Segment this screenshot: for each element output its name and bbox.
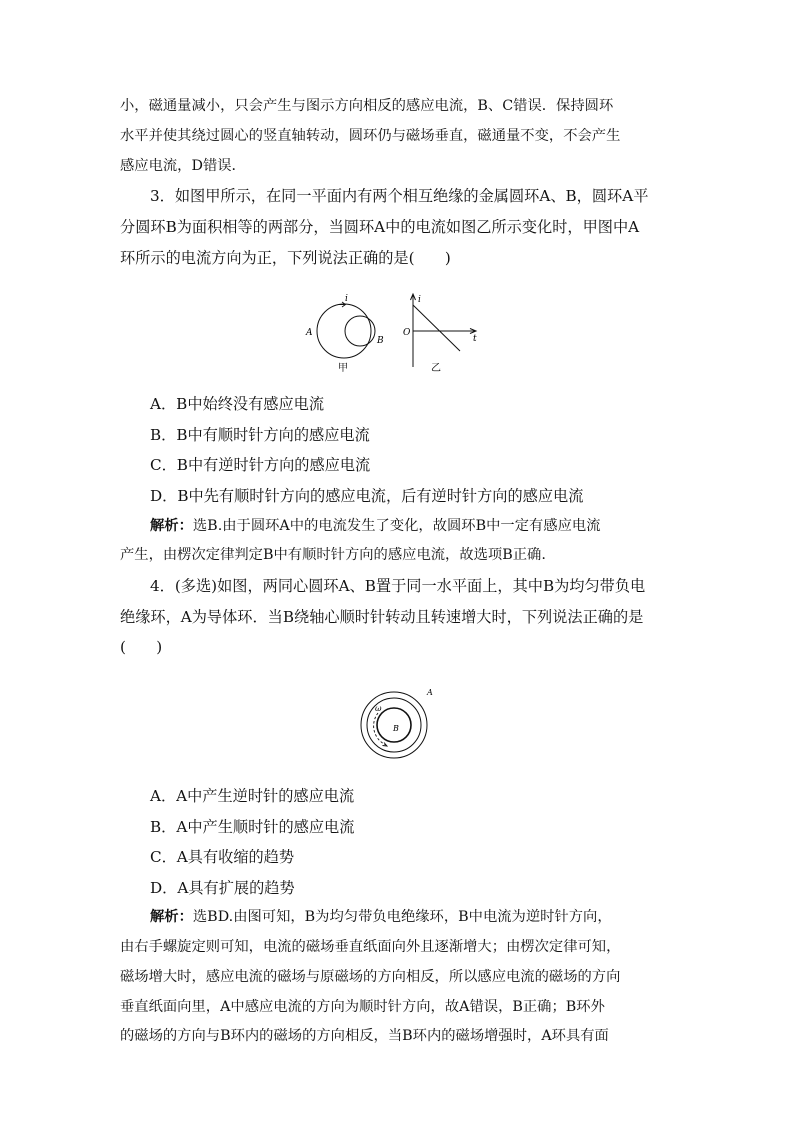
question-3-stem-line-2: 分圆环B为面积相等的两部分，当圆环A中的电流如图乙所示变化时，甲图中A: [120, 217, 640, 236]
label-ring-a: A: [306, 328, 313, 339]
label-ring-b: B: [393, 723, 399, 733]
question-3-option-a: A．B中始终没有感应电流: [150, 395, 325, 414]
question-3-answer-line-1: [120, 512, 676, 542]
question-3-answer-line-2: 产生，由楞次定律判定B中有顺时针方向的感应电流，故选项B正确.: [120, 547, 546, 564]
axis-label-i: i: [418, 295, 421, 306]
figure-yi: [403, 294, 477, 374]
question-3-stem-line-1: 3．如图甲所示，在同一平面内有两个相互绝缘的金属圆环A、B，圆环A平: [150, 187, 649, 206]
label-ring-a: A: [427, 687, 433, 697]
question-4-figure: [353, 683, 443, 767]
question-3-option-c: C．B中有逆时针方向的感应电流: [150, 456, 371, 475]
question-4-option-c: C．A具有收缩的趋势: [150, 848, 295, 867]
caption-yi: 乙: [431, 363, 441, 375]
answer-label: 解析：: [150, 517, 193, 534]
question-4-answer-line-3: 磁场增大时，感应电流的磁场与原磁场的方向相反，所以感应电流的磁场的方向: [120, 968, 621, 985]
figure-jia: [305, 294, 384, 374]
question-3-answer-text-1: 选B.由于圆环A中的电流发生了变化，故圆环B中一定有感应电流: [192, 517, 601, 534]
ring-a: [317, 304, 371, 358]
label-ring-b: B: [377, 336, 384, 347]
caption-jia: 甲: [338, 363, 348, 375]
question-3-option-d: D．B中先有顺时针方向的感应电流，后有逆时针方向的感应电流: [150, 486, 584, 505]
question-4-answer-line-2: 由右手螺旋定则可知，电流的磁场垂直纸面向外且逐渐增大；由楞次定律可知，: [120, 939, 621, 956]
previous-answer-line-3: 感应电流，D错误．: [120, 157, 246, 174]
document-page: [120, 92, 676, 1052]
label-omega: ω: [375, 703, 382, 713]
axis-label-t: t: [473, 334, 477, 345]
current-line: [413, 305, 460, 351]
question-4-answer-text-1: 选BD.由图可知，B为均匀带负电绝缘环，B中电流为逆时针方向，: [192, 909, 612, 926]
question-4-stem-line-3: ( ): [120, 638, 163, 657]
question-4-stem-line-2: 绝缘环，A为导体环．当B绕轴心顺时针转动且转速增大时，下列说法正确的是: [120, 607, 644, 626]
question-4-answer-line-1: [120, 903, 676, 933]
answer-label: 解析：: [150, 909, 193, 926]
question-3-option-b: B．B中有顺时针方向的感应电流: [150, 425, 370, 444]
question-4-option-b: B．A中产生顺时针的感应电流: [150, 817, 355, 836]
question-4-answer-line-5: 的磁场的方向与B环内的磁场的方向相反，当B环内的磁场增强时，A环具有面: [120, 1028, 609, 1045]
question-4-stem-line-1: 4．(多选)如图，两同心圆环A、B置于同一水平面上，其中B为均匀带负电: [150, 577, 646, 596]
question-4-answer-line-4: 垂直纸面向里，A中感应电流的方向为顺时针方向，故A错误，B正确；B环外: [120, 998, 605, 1015]
question-4-option-a: A．A中产生逆时针的感应电流: [150, 786, 355, 805]
rotation-arrow-icon: [374, 713, 386, 745]
label-i-left: i: [345, 294, 348, 305]
previous-answer-line-2: 水平并使其绕过圆心的竖直轴转动，圆环仍与磁场垂直，磁通量不变，不会产生: [120, 127, 621, 144]
question-3-stem-line-3: 环所示的电流方向为正，下列说法正确的是( ): [120, 248, 451, 267]
question-3-figure: [298, 291, 498, 377]
previous-answer-line-1: 小，磁通量减小，只会产生与图示方向相反的感应电流，B、C错误．保持圆环: [120, 98, 614, 114]
axis-label-o: O: [403, 328, 411, 339]
question-4-option-d: D．A具有扩展的趋势: [150, 878, 295, 897]
